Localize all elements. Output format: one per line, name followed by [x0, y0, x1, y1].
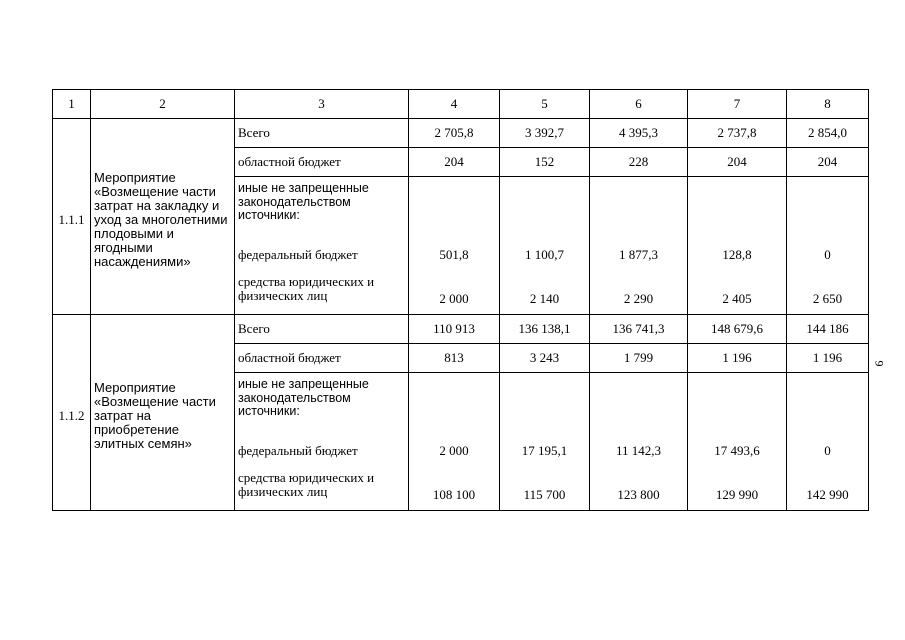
value-cell: 204: [787, 148, 869, 177]
value-cell: 144 186: [787, 315, 869, 344]
value-cell: 136 138,1: [500, 315, 590, 344]
budget-table: [52, 89, 869, 511]
value-cell: 228: [590, 148, 688, 177]
row-label-legal-entities: средства юридических и физических лиц: [238, 274, 375, 303]
header-cell: 7: [688, 90, 787, 119]
value-cell: 1 196: [688, 344, 787, 373]
value-federal: 17 493,6: [714, 443, 760, 458]
item-code: 1.1.1: [53, 119, 91, 315]
value-stack: [500, 177, 590, 315]
row-label-other-sources: иные не запрещенные законодательством источники:: [238, 181, 369, 222]
header-cell: 4: [409, 90, 500, 119]
value-federal: 1 100,7: [525, 247, 564, 262]
value-legal: 2 650: [812, 291, 843, 306]
row-label-total: Всего: [235, 315, 409, 344]
value-stack: [590, 177, 688, 315]
row-label-other-sources: иные не запрещенные законодательством источники:: [238, 377, 369, 418]
value-federal: 128,8: [722, 247, 752, 262]
row-label-total: Всего: [235, 119, 409, 148]
value-cell: 204: [409, 148, 500, 177]
sources-label-cell: [235, 373, 409, 511]
row-label-regional: областной бюджет: [235, 148, 409, 177]
value-cell: 3 392,7: [500, 119, 590, 148]
value-stack: [590, 373, 688, 511]
value-cell: 110 913: [409, 315, 500, 344]
header-row: [53, 90, 869, 119]
value-cell: 152: [500, 148, 590, 177]
header-cell: 1: [53, 90, 91, 119]
sources-label-cell: [235, 177, 409, 315]
value-legal: 2 290: [623, 291, 654, 306]
value-federal: 2 000: [439, 443, 469, 458]
value-federal: 0: [824, 443, 831, 458]
row-label-federal: федеральный бюджет: [238, 443, 358, 458]
value-legal: 115 700: [523, 487, 566, 502]
value-legal: 129 990: [715, 487, 759, 502]
value-cell: 204: [688, 148, 787, 177]
value-stack: [688, 177, 787, 315]
header-cell: 8: [787, 90, 869, 119]
value-legal: 2 405: [722, 291, 752, 306]
header-cell: 2: [91, 90, 235, 119]
value-legal: 2 140: [529, 291, 560, 306]
value-federal: 501,8: [439, 247, 469, 262]
value-legal: 142 990: [806, 487, 849, 502]
value-federal: 17 195,1: [521, 443, 568, 458]
header-cell: 5: [500, 90, 590, 119]
value-cell: 148 679,6: [688, 315, 787, 344]
value-legal: 108 100: [432, 487, 476, 502]
value-cell: 813: [409, 344, 500, 373]
value-cell: 1 799: [590, 344, 688, 373]
value-cell: 2 737,8: [688, 119, 787, 148]
item-name: Мероприятие «Возмещение части затрат на приобретение элитных семян»: [91, 315, 235, 511]
value-stack: [787, 177, 869, 315]
value-stack: [688, 373, 787, 511]
value-federal: 0: [824, 247, 831, 262]
value-cell: 2 705,8: [409, 119, 500, 148]
value-stack: [409, 373, 500, 511]
header-cell: 6: [590, 90, 688, 119]
value-cell: 3 243: [500, 344, 590, 373]
item-name: Мероприятие «Возмещение части затрат на закладку и уход за многолетними плодовыми и ягодными насаждениями»: [91, 119, 235, 315]
value-stack: [500, 373, 590, 511]
row-label-regional: областной бюджет: [235, 344, 409, 373]
value-federal: 11 142,3: [615, 443, 662, 458]
item-code: 1.1.2: [53, 315, 91, 511]
value-stack: [787, 373, 869, 511]
value-federal: 1 877,3: [619, 247, 658, 262]
header-cell: 3: [235, 90, 409, 119]
value-cell: 136 741,3: [590, 315, 688, 344]
value-legal: 2 000: [439, 291, 469, 306]
table-row: [53, 315, 869, 344]
value-cell: 1 196: [787, 344, 869, 373]
row-label-legal-entities: средства юридических и физических лиц: [238, 470, 375, 499]
value-legal: 123 800: [617, 487, 660, 502]
page-number: 9: [872, 360, 887, 367]
table-row: [53, 119, 869, 148]
row-label-federal: федеральный бюджет: [238, 247, 358, 262]
value-cell: 4 395,3: [590, 119, 688, 148]
value-cell: 2 854,0: [787, 119, 869, 148]
value-stack: [409, 177, 500, 315]
